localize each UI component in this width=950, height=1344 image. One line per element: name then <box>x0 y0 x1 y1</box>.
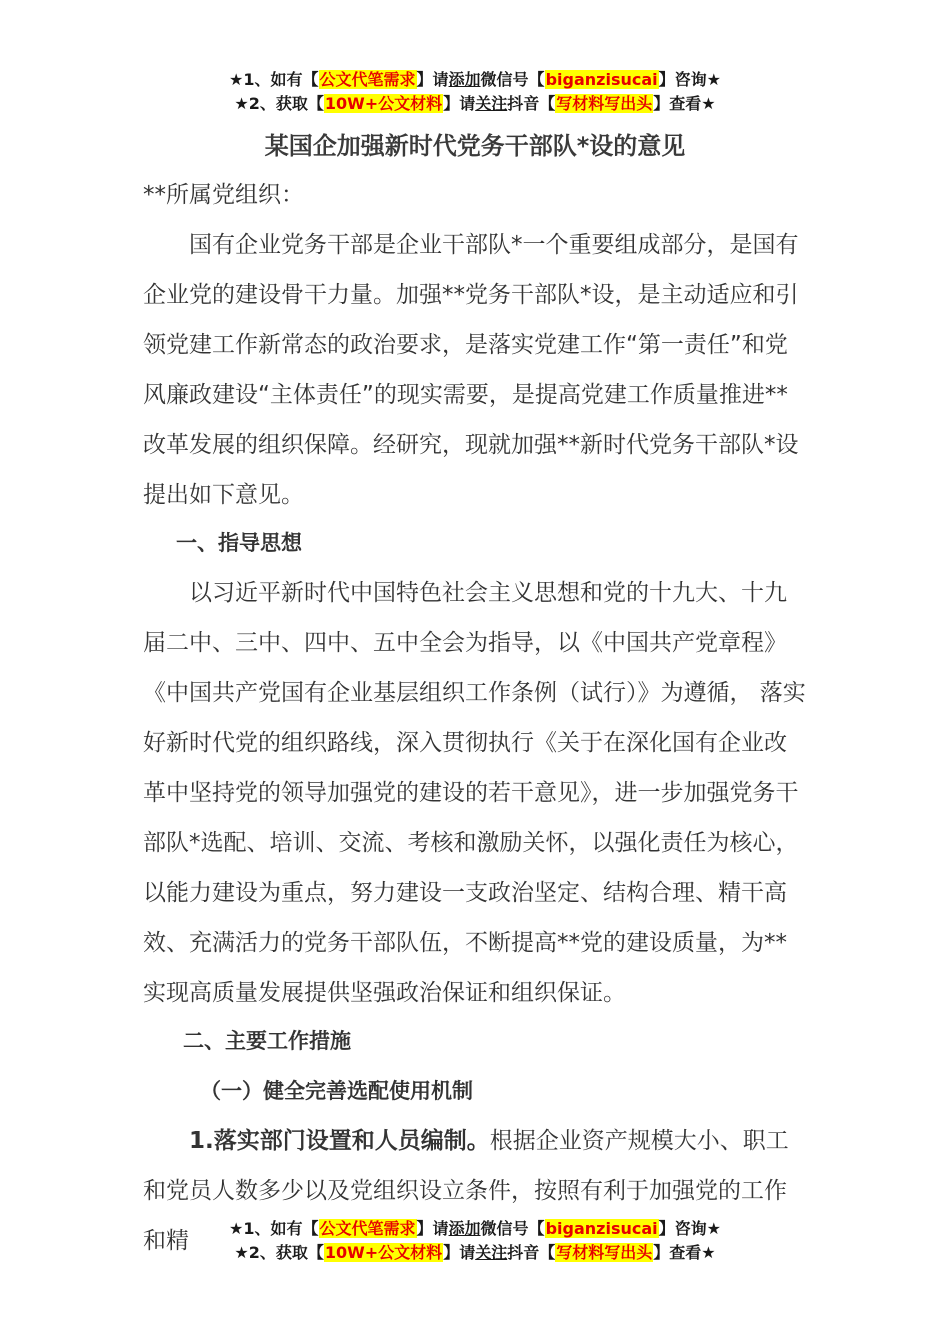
promo-underlined-word: 添加 <box>448 1219 481 1238</box>
promo-line-2: ★2、获取【10W+公文材料】请关注抖音【写材料写出头】查看★ <box>234 1243 716 1262</box>
section-heading-guiding-ideology: 一、指导思想 <box>176 531 302 555</box>
promo-highlight: 写材料写出头 <box>556 94 653 113</box>
promo-highlight: 公文代笔需求 <box>319 70 416 89</box>
section-heading-main-measures: 二、主要工作措施 <box>183 1029 351 1053</box>
promo-underlined-word: 添加 <box>448 70 481 89</box>
promo-banner-bottom <box>0 1217 950 1265</box>
promo-underlined-word: 关注 <box>475 94 508 113</box>
promo-banner-top <box>0 68 950 116</box>
document-title: 某国企加强新时代党务干部队*设的意见 <box>264 132 686 160</box>
promo-highlight: 写材料写出头 <box>556 1243 653 1262</box>
promo-highlight: biganzisucai <box>545 1219 658 1238</box>
promo-line-1: ★1、如有【公文代笔需求】请添加微信号【biganzisucai】咨询★ <box>229 70 721 89</box>
item-1-text: 根据企业资产规模大小、职工和党员人数多少以及党组织设立条件，按照有利于加强党的工作和精 <box>143 1128 789 1254</box>
promo-underlined-word: 关注 <box>475 1243 508 1262</box>
guiding-ideology-paragraph: 以习近平新时代中国特色社会主义思想和党的十九大、十九届二中、三中、四中、五中全会为指导，以《中国共产党章程》《中国共产党国有企业基层组织工作条例（试行）》为遵循， 落实好新时代党的组织路线，深入贯彻执行《关于在深化国有企业改革中坚持党的领导加强党的建设的若干意见》，进一步加强党务干部队*选配、培训、交流、考核和激励关怀，以强化责任为核心，以能力建设为重点，努力建设一支政治坚定、结构合理、精干高效、充满活力的党务干部队伍，不断提高**党的建设质量，为**实现高质量发展提供坚强政治保证和组织保证。 <box>143 580 806 1006</box>
subsection-heading-selection-mechanism: （一）健全完善选配使用机制 <box>200 1079 473 1103</box>
promo-line-2: ★2、获取【10W+公文材料】请关注抖音【写材料写出头】查看★ <box>234 94 716 113</box>
promo-highlight: 公文代笔需求 <box>319 1219 416 1238</box>
promo-highlight: biganzisucai <box>545 70 658 89</box>
intro-paragraph: 国有企业党务干部是企业干部队*一个重要组成部分，是国有企业党的建设骨干力量。加强**党务干部队*设，是主动适应和引领党建工作新常态的政治要求，是落实党建工作“第一责任”和党风廉政建设“主体责任”的现实需要，是提高党建工作质量推进**改革发展的组织保障。经研究，现就加强**新时代党务干部队*设提出如下意见。 <box>143 232 799 508</box>
promo-line-1: ★1、如有【公文代笔需求】请添加微信号【biganzisucai】咨询★ <box>229 1219 721 1238</box>
promo-highlight: 10W+公文材料 <box>324 94 443 113</box>
promo-highlight: 10W+公文材料 <box>324 1243 443 1262</box>
salutation: **所属党组织： <box>143 182 304 208</box>
item-1-lead: 1.落实部门设置和人员编制。 <box>189 1128 490 1154</box>
